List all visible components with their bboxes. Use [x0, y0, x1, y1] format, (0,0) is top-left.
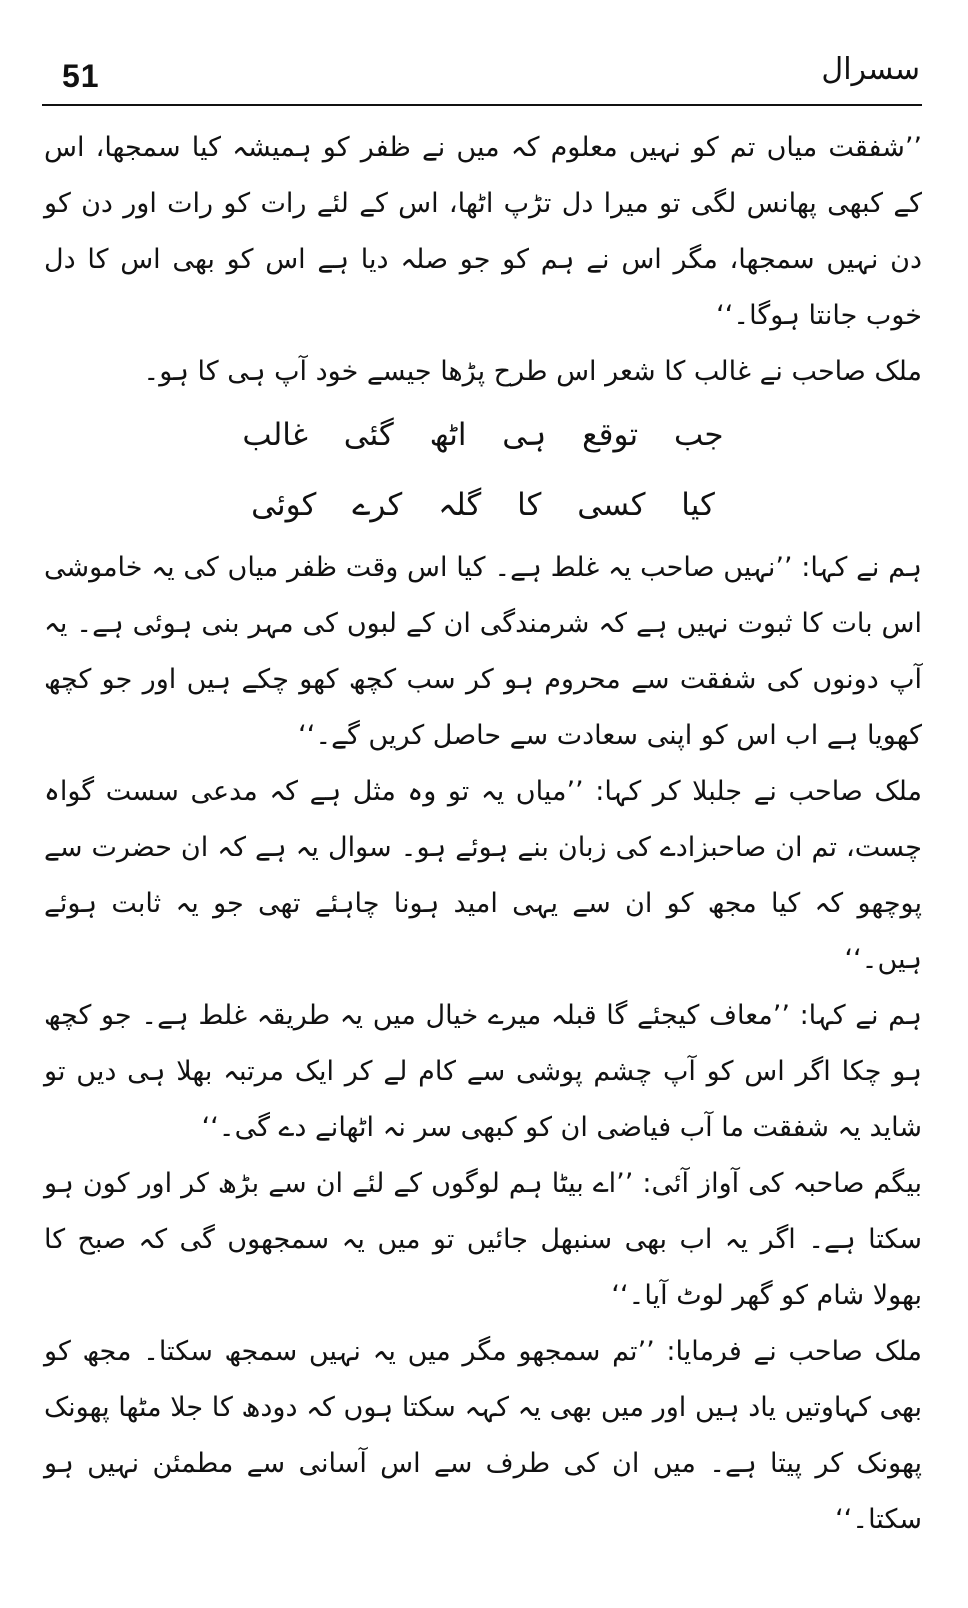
page-body	[44, 120, 922, 1548]
verse-line-2: کیا کسی کا گلہ کرے کوئی	[251, 487, 715, 523]
page-header	[40, 52, 920, 100]
paragraph-2: ملک صاحب نے غالب کا شعر اس طرح پڑھا جیسے خود آپ ہی کا ہو۔	[143, 356, 922, 387]
paragraph-3: ہم نے کہا: ’’نہیں صاحب یہ غلط ہے۔ کیا اس وقت ظفر میاں کی یہ خاموشی اس بات کا ثبوت نہیں ہے کہ شرمندگی ان کے لبوں کی مہر بنی ہوئی ہے۔ یہ آپ دونوں کی شفقت سے محروم ہو کر سب کچھ کھو چکے ہیں اور جو کچھ کھویا ہے اب اس کو اپنی سعادت سے حاصل کریں گے۔‘‘	[44, 552, 922, 751]
paragraph-5: ہم نے کہا: ’’معاف کیجئے گا قبلہ میرے خیال میں یہ طریقہ غلط ہے۔ جو کچھ ہو چکا اگر اس کو آپ چشم پوشی سے کام لے کر ایک مرتبہ بھلا ہی دیں تو شاید یہ شفقت ما آب فیاضی ان کو کبھی سر نہ اٹھانے دے گی۔‘‘	[44, 1000, 922, 1143]
paragraph-4: ملک صاحب نے جلبلا کر کہا: ’’میاں یہ تو وہ مثل ہے کہ مدعی سست گواہ چست، تم ان صاحبزادے کی زبان بنے ہوئے ہو۔ سوال یہ ہے کہ ان حضرت سے پوچھو کہ کیا مجھ کو ان سے یہی امید ہونا چاہئے تھی جو یہ ثابت ہوئے ہیں۔‘‘	[44, 776, 922, 975]
header-divider	[42, 104, 922, 106]
running-title: سسرال	[821, 52, 920, 87]
paragraph-6: بیگم صاحبہ کی آواز آئی: ’’اے بیٹا ہم لوگوں کے لئے ان سے بڑھ کر اور کون ہو سکتا ہے۔ اگر یہ اب بھی سنبھل جائیں تو میں یہ سمجھوں گی کہ صبح کا بھولا شام کو گھر لوٹ آیا۔‘‘	[44, 1168, 922, 1311]
paragraph-7: ملک صاحب نے فرمایا: ’’تم سمجھو مگر میں یہ نہیں سمجھ سکتا۔ مجھ کو بھی کہاوتیں یاد ہیں اور میں بھی یہ کہہ سکتا ہوں کہ دودھ کا جلا مٹھا پھونک پھونک کر پیتا ہے۔ میں ان کی طرف سے اس آسانی سے مطمئن نہیں ہو سکتا۔‘‘	[44, 1336, 922, 1535]
verse-couplet	[44, 400, 922, 540]
paragraph-1: ’’شفقت میاں تم کو نہیں معلوم کہ میں نے ظفر کو ہمیشہ کیا سمجھا، اس کے کبھی پھانس لگی تو میرا دل تڑپ اٹھا، اس کے لئے رات کو رات اور دن کو دن نہیں سمجھا، مگر اس نے ہم کو جو صلہ دیا ہے اس کو بھی اس کا دل خوب جانتا ہوگا۔‘‘	[44, 132, 922, 331]
verse-line-1: جب توقع ہی اٹھ گئی غالب	[242, 417, 724, 453]
page-number: 51	[62, 58, 100, 94]
